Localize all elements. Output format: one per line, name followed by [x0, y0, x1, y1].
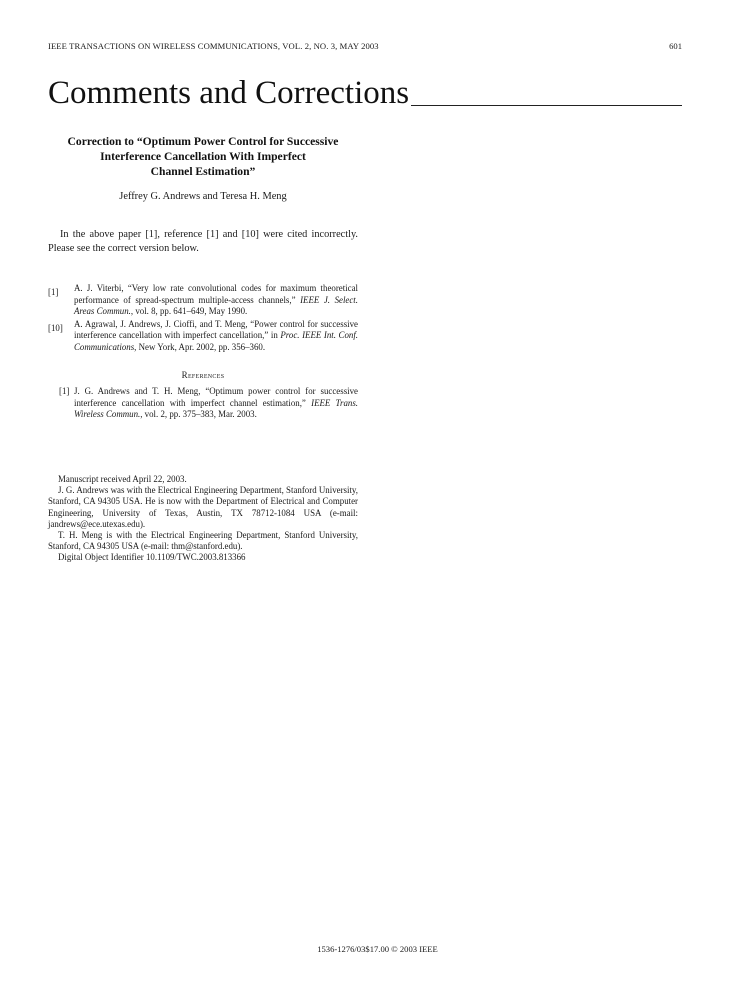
authors: Jeffrey G. Andrews and Teresa H. Meng — [119, 191, 287, 202]
running-head: IEEE TRANSACTIONS ON WIRELESS COMMUNICATIONS, VOL. 2, NO. 3, MAY 2003 — [48, 41, 379, 51]
reference-text — [74, 319, 358, 354]
article-title — [48, 134, 358, 179]
footnote: Digital Object Identifier 10.1109/TWC.2003.813366 — [58, 552, 246, 563]
page-number: 601 — [669, 41, 682, 51]
reference-venue: IEEE Trans. Wireless Commun. — [74, 397, 359, 420]
reference-authors-title: A. Agrawal, J. Andrews, J. Cioffi, and T. Meng, “Power control for successive interference cancellation with imperfect cancellation,” in — [74, 318, 358, 341]
reference-details: , vol. 8, pp. 641–649, May 1990. — [130, 306, 248, 317]
footnote: Manuscript received April 22, 2003. — [58, 474, 187, 484]
article-title-line: Correction to “Optimum Power Control for Successive — [67, 135, 339, 148]
reference-authors-title: J. G. Andrews and T. H. Meng, “Optimum power control for successive interference cancellation with imperfect channel estimation,” — [74, 386, 358, 408]
corrected-reference-list — [48, 283, 358, 355]
reference-item — [48, 283, 358, 318]
references-heading: References — [181, 370, 225, 380]
copyright-line: 1536-1276/03$17.00 © 2003 IEEE — [317, 944, 438, 954]
reference-item — [48, 386, 358, 421]
section-rule — [411, 105, 682, 106]
reference-number: [1] — [59, 386, 70, 396]
reference-number: [1] — [48, 287, 59, 297]
footnote: J. G. Andrews was with the Electrical Engineering Department, Stanford University, Stanford, CA 94305 USA. He is now with the Department of Electrical and Computer Engineering, University of Texas, Austin, TX 78712-1084 USA (e-mail: jandrews@ece.utexas.edu). — [48, 485, 358, 529]
reference-authors-title: A. J. Viterbi, “Very low rate convolutional codes for maximum theoretical performance of spread-spectrum multiple-access channels,” — [74, 283, 358, 305]
footnote: T. H. Meng is with the Electrical Engineering Department, Stanford University, Stanford, CA 94305 USA (e-mail: thm@stanford.edu). — [48, 530, 358, 552]
reference-item — [48, 319, 358, 354]
reference-number: [10] — [48, 322, 63, 333]
reference-details: , vol. 2, pp. 375–383, Mar. 2003. — [140, 409, 257, 420]
section-heading-row — [48, 75, 682, 111]
body-paragraph: In the above paper [1], reference [1] and [10] were cited incorrectly. Please see the correct version below. — [48, 229, 358, 254]
reference-details: , New York, Apr. 2002, pp. 356–360. — [134, 341, 266, 352]
reference-text — [74, 283, 358, 318]
reference-venue: Proc. IEEE Int. Conf. Communications — [74, 330, 358, 352]
footnotes — [48, 474, 358, 564]
article-title-line: Channel Estimation” — [150, 165, 256, 178]
section-heading: Comments and Corrections — [48, 75, 410, 111]
reference-text — [74, 386, 358, 421]
reference-list — [48, 386, 358, 422]
article-title-line: Interference Cancellation With Imperfect — [100, 150, 306, 163]
reference-venue: IEEE J. Select. Areas Commun. — [74, 294, 358, 317]
